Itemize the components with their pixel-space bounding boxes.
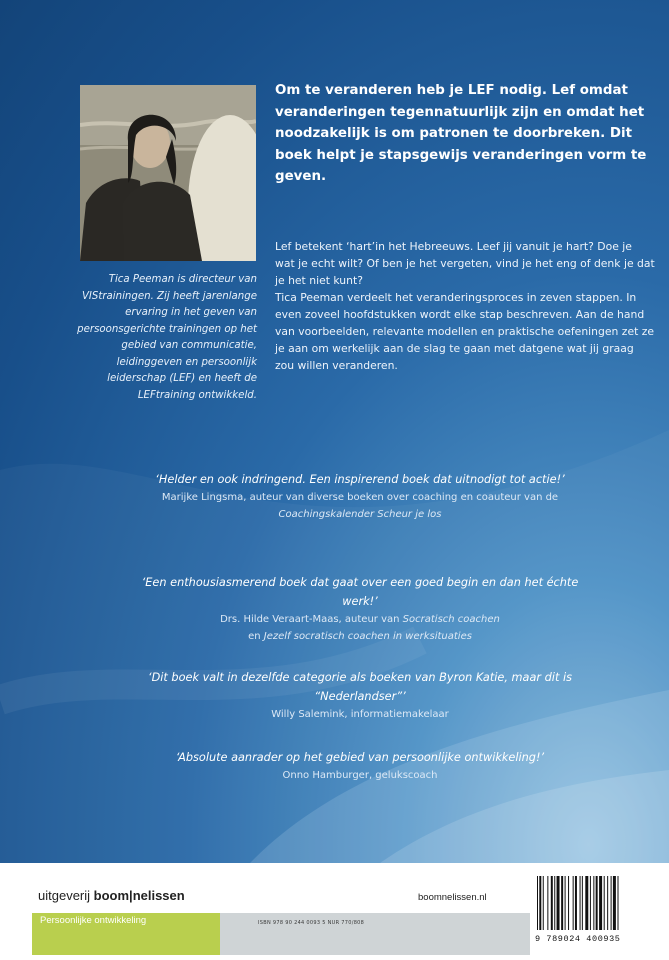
barcode-stripe bbox=[537, 876, 538, 930]
publisher-logo: uitgeverij boom|nelissen bbox=[38, 888, 185, 903]
barcode-stripe bbox=[596, 876, 598, 930]
quote-4 bbox=[140, 748, 580, 784]
barcode-stripe bbox=[554, 876, 555, 930]
category-label: Persoonlijke ontwikkeling bbox=[40, 915, 147, 926]
barcode-stripe bbox=[539, 876, 541, 930]
barcode-stripe bbox=[575, 876, 577, 930]
barcode-stripe bbox=[599, 876, 602, 930]
barcode-stripe bbox=[568, 876, 569, 930]
quote-attribution: Marijke Lingsma, auteur van diverse boeken over coaching en coauteur van de Coachingskalender Scheur je los bbox=[161, 492, 559, 520]
quote-text: ‘Een enthousiasmerend boek dat gaat over een goed begin en dan het échte werk!’ bbox=[141, 576, 579, 608]
isbn-small-text: ISBN 978 90 244 0093 5 NUR 770/808 bbox=[258, 920, 365, 926]
barcode-stripe bbox=[590, 876, 591, 930]
quote-text: ‘Dit boek valt in dezelfde categorie als boeken van Byron Katie, maar dit is “Nederlandser”’ bbox=[147, 671, 572, 703]
description-paragraph-1: Lef betekent ‘hart’in het Hebreeuws. Leef jij vanuit je hart? Doe je wat je echt wilt? Of ben je het vergeten, vind je het eng of denk je dat je het niet kunt? bbox=[275, 240, 655, 287]
barcode-stripe bbox=[561, 876, 563, 930]
quote-2 bbox=[140, 573, 580, 645]
author-photo bbox=[80, 85, 256, 261]
barcode-stripe bbox=[551, 876, 553, 930]
quote-1 bbox=[140, 470, 580, 523]
barcode-stripe bbox=[543, 876, 544, 930]
quote-3 bbox=[140, 668, 580, 723]
barcode-stripe bbox=[580, 876, 581, 930]
quote-text: ‘Helder en ook indringend. Een inspirerend boek dat uitnodigt tot actie!’ bbox=[155, 473, 565, 486]
barcode-stripe bbox=[593, 876, 594, 930]
description bbox=[275, 238, 655, 374]
barcode-stripe bbox=[582, 876, 583, 930]
publisher-url[interactable]: boomnelissen.nl bbox=[418, 892, 487, 903]
quote-attribution: Onno Hamburger, gelukscoach bbox=[282, 770, 438, 781]
description-paragraph-2: Tica Peeman verdeelt het veranderingsproces in zeven stappen. In even zoveel hoofdstukken wordt elke stap beschreven. Aan de hand van voorbeelden, relevante modellen en praktische oefeningen zet ze je aan om werkelijk aan de slag te gaan met datgene wat jij graag zou willen veranderen. bbox=[275, 291, 655, 372]
barcode-stripe bbox=[557, 876, 560, 930]
barcode-stripe bbox=[565, 876, 566, 930]
barcode-stripe bbox=[604, 876, 605, 930]
barcode bbox=[533, 874, 659, 932]
barcode-number: 9 789024 400935 bbox=[535, 934, 621, 944]
barcode-stripe bbox=[611, 876, 612, 930]
barcode-stripe bbox=[618, 876, 619, 930]
barcode-stripe bbox=[607, 876, 608, 930]
barcode-stripe bbox=[573, 876, 574, 930]
barcode-stripe bbox=[585, 876, 588, 930]
author-bio: Tica Peeman is directeur van VIStrainingen. Zij heeft jarenlange ervaring in het geven van persoonsgerichte trainingen op het gebied van communicatie, leidinggeven en persoonlijk leiderschap (LEF) en heeft de LEFtraining ontwikkeld. bbox=[77, 274, 257, 401]
barcode-stripe bbox=[547, 876, 548, 930]
quote-text: ‘Absolute aanrader op het gebied van persoonlijke ontwikkeling!’ bbox=[175, 751, 545, 764]
barcode-stripe bbox=[613, 876, 616, 930]
quote-attribution: Drs. Hilde Veraart-Maas, auteur van Socratisch coachen en Jezelf socratisch coachen in werksituaties bbox=[220, 614, 500, 642]
quote-attribution: Willy Salemink, informatiemakelaar bbox=[271, 709, 449, 720]
blurb: Om te veranderen heb je LEF nodig. Lef omdat veranderingen tegennatuurlijk zijn en omdat het noodzakelijk is om patronen te doorbreken. Dit boek helpt je stapsgewijs veranderingen vorm te geven. bbox=[275, 83, 647, 184]
